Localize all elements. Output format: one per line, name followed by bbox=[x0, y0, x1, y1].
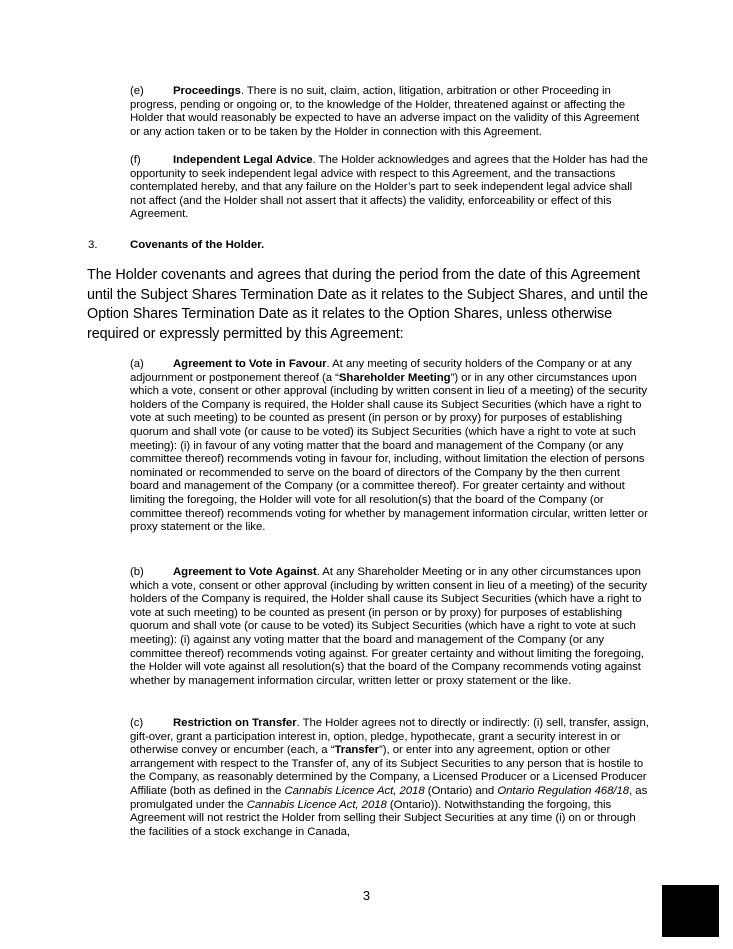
paragraph-text: . At any meeting of security holders of the Company or at any adjournment or postponement thereof (a “ bbox=[130, 358, 632, 384]
paragraph-number: (a) bbox=[130, 358, 144, 370]
defined-term: Transfer bbox=[334, 744, 380, 757]
paragraph-number: (e) bbox=[130, 85, 144, 97]
paragraph-text: . At any Shareholder Meeting or in any other circumstances upon which a vote, consent or other approval (including by written consent in lieu of a meeting) of the security holders of the Company is required, the Holder shall cause its Subject Securities (which have a right to vote at such meeting) to be counted as present (in person or by proxy) for purposes of establishing quorum and shall vote (or cause to be voted) its Subject Securities (which have a right to vote at such meeting): (i) against any voting matter that the board and management of the Company (or any committee thereof) recommends voting against. For greater certainty and without limiting the foregoing, the Holder will vote against all resolution(s) that the board of the Company recommends voting against whether by management information circular, written letter or proxy statement or the like. bbox=[130, 566, 648, 687]
redaction-box bbox=[662, 885, 719, 937]
paragraph-c bbox=[130, 717, 650, 839]
lead-paragraph: The Holder covenants and agrees that during the period from the date of this Agreement until the Subject Shares Termination Date as it relates to the Subject Shares, and until the Option Shares Termination Date as it relates to the Option Shares, unless otherwise required or expressly permitted by this Agreement: bbox=[87, 267, 648, 342]
paragraph-heading: Agreement to Vote Against bbox=[173, 566, 317, 578]
paragraph-heading: Restriction on Transfer bbox=[173, 717, 297, 729]
section-number: 3. bbox=[88, 239, 98, 251]
paragraph-e bbox=[130, 85, 650, 139]
paragraph-heading: Agreement to Vote in Favour bbox=[173, 358, 327, 370]
paragraph-f bbox=[130, 154, 650, 222]
paragraph-number: (f) bbox=[130, 154, 141, 166]
paragraph-number: (c) bbox=[130, 717, 144, 729]
paragraph-text: ”), or enter into any agreement, option or other arrangement with respect to the Transfer of, any of its Subject Securities to any person that is hostile to the Company, as reasonably determined by the Company, a Licensed Producer or a Licensed Producer Affiliate (both as defined in the bbox=[130, 744, 647, 797]
paragraph-heading: Independent Legal Advice bbox=[173, 154, 313, 166]
defined-term: Shareholder Meeting bbox=[338, 371, 451, 384]
section-title: Covenants of the Holder. bbox=[130, 239, 265, 251]
section-heading bbox=[88, 238, 264, 252]
paragraph-text: . The Holder agrees not to directly or indirectly: (i) sell, transfer, assign, gift-over, grant a participation interest in, option, pledge, hypothecate, grant a security interest in or otherwise convey or encumber (each, a “ bbox=[130, 717, 649, 757]
paragraph-text: , as promulgated under the bbox=[130, 784, 648, 811]
regulation-title: Ontario Regulation 468/18 bbox=[497, 784, 630, 797]
paragraph-text: . The Holder acknowledges and agrees that the Holder has had the opportunity to seek independent legal advice with respect to this Agreement, and the transactions contemplated hereby, and that any failure on the Holder’s part to seek independent legal advice shall not affect (and the Holder shall not assert that it affects) the validity, enforceability or effect of this Agreement. bbox=[130, 154, 648, 221]
paragraph-text: ”) or in any other circumstances upon which a vote, consent or other approval (including by written consent in lieu of a meeting) of the security holders of the Company is required, the Holder shall cause its Subject Securities (which have a right to vote at such meeting) to be counted as present (in person or by proxy) for purposes of establishing quorum and shall vote (or cause to be voted) its Subject Securities (which have a right to vote at such meeting): (i) in favour of any voting matter that the board and management of the Company (or any committee thereof) recommends voting in favour for, including, without limitation the election of persons nominated or recommended to serve on the board of directors of the Company by the then current board and management of the Company (or a committee thereof). For greater certainty and without limiting the foregoing, the Holder will vote for all resolution(s) that the board of the Company (or committee thereof) recommends voting for whether by management information circular, written letter or proxy statement or the like. bbox=[130, 371, 648, 534]
page-number: 3 bbox=[362, 888, 371, 903]
paragraph-heading: Proceedings bbox=[173, 85, 241, 97]
paragraph-text: (Ontario)). Notwithstanding the forgoing, this Agreement will not restrict the Holder from selling their Subject Securities at any time (i) on or through the facilities of a stock exchange in Canada, bbox=[130, 798, 636, 838]
paragraph-number: (b) bbox=[130, 566, 144, 578]
statute-title: Cannabis Licence Act, 2018 bbox=[246, 798, 387, 811]
paragraph-a bbox=[130, 358, 650, 535]
statute-title: Cannabis Licence Act, 2018 bbox=[284, 784, 425, 797]
paragraph-text: . There is no suit, claim, action, litigation, arbitration or other Proceeding in progress, pending or ongoing or, to the knowledge of the Holder, threatened against or affecting the Holder that would reasonably be expected to have an adverse impact on the validity of this Agreement or any action taken or to be taken by the Holder in connection with this Agreement. bbox=[130, 85, 640, 138]
paragraph-text: (Ontario) and bbox=[424, 784, 498, 797]
paragraph-b bbox=[130, 566, 650, 688]
